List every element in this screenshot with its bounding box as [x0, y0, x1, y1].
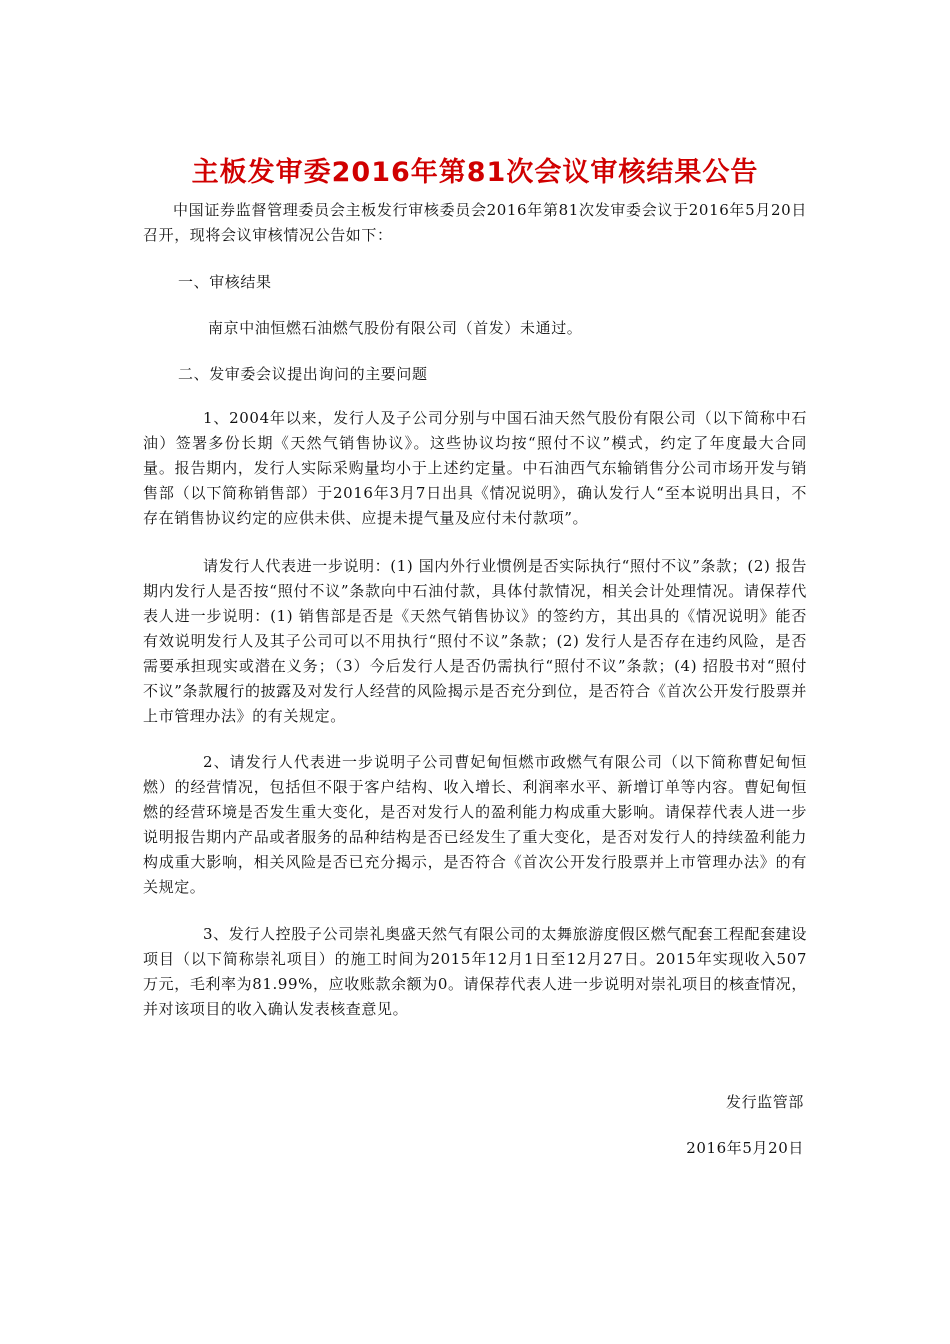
section-heading-main-questions: 二、发审委会议提出询问的主要问题: [178, 365, 428, 383]
question-2-paragraph: 2、请发行人代表进一步说明子公司曹妃甸恒燃市政燃气有限公司（以下简称曹妃甸恒燃）的经营情况，包括但不限于客户结构、收入增长、利润率水平、新增订单等内容。曹妃甸恒燃的经营环境是否发生重大变化，是否对发行人的盈利能力构成重大影响。请保荐代表人进一步说明报告期内产品或者服务的品种结构是否已经发生了重大变化，是否对发行人的持续盈利能力构成重大影响，相关风险是否已充分揭示，是否符合《首次公开发行股票并上市管理办法》的有关规定。: [143, 753, 807, 896]
review-result-text: 南京中油恒燃石油燃气股份有限公司（首发）未通过。: [208, 319, 583, 337]
intro-paragraph: 中国证券监督管理委员会主板发行审核委员会2016年第81次发审委会议于2016年5月20日召开，现将会议审核情况公告如下：: [143, 201, 807, 244]
question-1-paragraph-1: 1、2004年以来，发行人及子公司分别与中国石油天然气股份有限公司（以下简称中石油）签署多份长期《天然气销售协议》。这些协议均按“照付不议”模式，约定了年度最大合同量。报告期内，发行人实际采购量均小于上述约定量。中石油西气东输销售分公司市场开发与销售部（以下简称销售部）于2016年3月7日出具《情况说明》，确认发行人“至本说明出具日，不存在销售协议约定的应供未供、应提未提气量及应付未付款项”。: [143, 409, 807, 527]
question-3-paragraph: 3、发行人控股子公司崇礼奥盛天然气有限公司的太舞旅游度假区燃气配套工程配套建设项目（以下简称崇礼项目）的施工时间为2015年12月1日至12月27日。2015年实现收入507万元，毛利率为81.99%，应收账款余额为0。请保荐代表人进一步说明对崇礼项目的核查情况，并对该项目的收入确认发表核查意见。: [143, 925, 807, 1018]
page-title: 主板发审委2016年第81次会议审核结果公告: [191, 157, 759, 189]
signature-date: 2016年5月20日: [686, 1139, 804, 1157]
signature-department: 发行监管部: [725, 1093, 804, 1111]
section-heading-review-result: 一、审核结果: [178, 273, 272, 291]
question-1-paragraph-2: 请发行人代表进一步说明：(1) 国内外行业惯例是否实际执行“照付不议”条款；(2) 报告期内发行人是否按“照付不议”条款向中石油付款，具体付款情况，相关会计处理情况。请保荐代表人进一步说明：(1) 销售部是否是《天然气销售协议》的签约方，其出具的《情况说明》能否有效说明发行人及其子公司可以不用执行“照付不议”条款；(2) 发行人是否存在违约风险，是否需要承担现实或潜在义务；（3）今后发行人是否仍需执行“照付不议”条款；(4) 招股书对“照付不议”条款履行的披露及对发行人经营的风险揭示是否充分到位，是否符合《首次公开发行股票并上市管理办法》的有关规定。: [143, 557, 807, 725]
